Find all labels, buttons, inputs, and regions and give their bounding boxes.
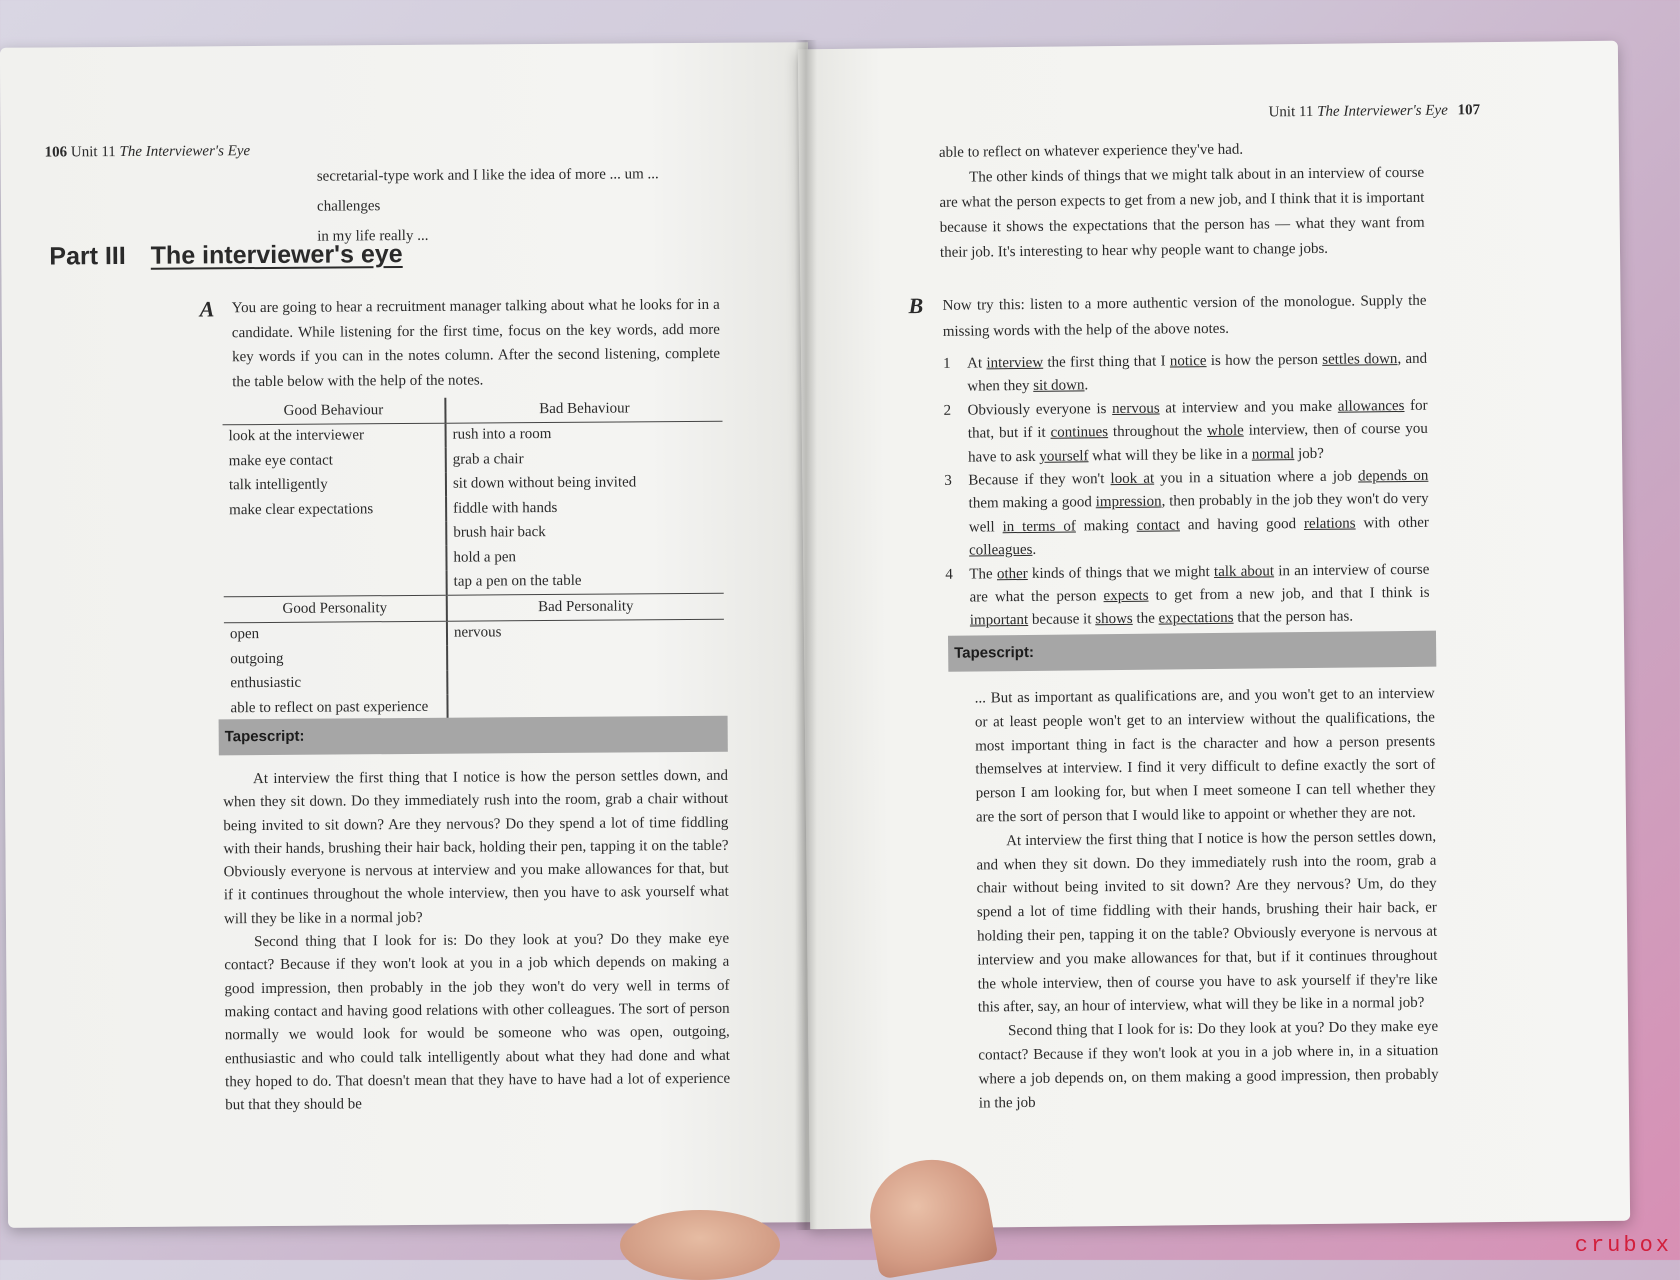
- answer-word: depends on: [1357, 467, 1429, 485]
- table-cell: [223, 546, 446, 572]
- table-header: Bad Behaviour: [445, 396, 722, 423]
- exercise-item: [944, 465, 1429, 564]
- exercise-item: [943, 348, 1427, 400]
- item-text: kinds of things that we might: [1027, 563, 1215, 582]
- item-text: .: [1084, 377, 1089, 394]
- left-page: [0, 42, 816, 1228]
- answer-word: in terms of: [1002, 518, 1076, 536]
- answer-word: talk about: [1213, 563, 1275, 580]
- table-cell: talk intelligently: [228, 476, 328, 494]
- answer-word: other: [996, 565, 1028, 582]
- table-cell: [447, 644, 724, 670]
- unit-title: The Interviewer's Eye: [1317, 102, 1448, 120]
- table-cell: tap a pen on the table: [447, 568, 724, 595]
- tapescript-bar: Tapescript:: [219, 716, 728, 756]
- answer-word: contact: [1136, 517, 1180, 534]
- item-number: 4: [945, 566, 953, 583]
- table-row: [223, 421, 723, 449]
- item-text: and having good: [1179, 515, 1305, 534]
- item-text: to get from a new job, and that I think is: [1148, 584, 1430, 604]
- answer-word: important: [969, 612, 1029, 630]
- answer-word: sit down: [1033, 377, 1085, 395]
- table-row: [223, 470, 723, 498]
- table-cell: make clear expectations: [229, 500, 374, 518]
- tapescript-paragraph: ... But as important as qualifications are, and you won't get to an interview or at least people won't get to an interview without the qualifications, the most important thing in fact is the character and how a person presents themselves at interview. I find it very difficult to define exactly the sort of person I am looking for, but when I meet someone I can tell whether they are the sort of person that I would like to appoint or whether they are not.: [974, 685, 1436, 826]
- table-row: [223, 446, 723, 474]
- item-text: with other: [1355, 514, 1429, 532]
- exercise-b-items: [943, 348, 1430, 634]
- answer-word: normal: [1251, 445, 1295, 463]
- answer-word: expects: [1103, 587, 1149, 605]
- table-header: Good Personality: [224, 595, 447, 622]
- table-row: [223, 495, 723, 523]
- part-title: The interviewer's eye: [150, 240, 403, 270]
- tapescript-text: [975, 683, 1439, 1116]
- page-number: 106: [44, 144, 68, 161]
- section-b-instructions: Now try this: listen to a more authentic version of the monologue. Supply the missing words with the help of the above notes.: [942, 292, 1427, 340]
- item-text: you in a situation where a job: [1154, 468, 1359, 487]
- answer-word: continues: [1050, 424, 1109, 441]
- table-header-row: [222, 396, 722, 424]
- part-heading: [49, 240, 402, 271]
- unit-label: Unit 11: [1268, 103, 1314, 121]
- item-text: them making a good: [968, 494, 1096, 512]
- part-label: Part III: [49, 241, 126, 271]
- table-cell: able to reflect on past experience: [230, 698, 429, 716]
- answer-word: relations: [1303, 515, 1356, 532]
- item-text: .: [1032, 542, 1037, 559]
- behaviour-table: [222, 396, 724, 721]
- table-cell: outgoing: [230, 650, 284, 667]
- item-text: is how the person: [1206, 351, 1323, 370]
- answer-word: expectations: [1158, 610, 1234, 628]
- table-cell: sit down without being invited: [446, 470, 723, 496]
- answer-word: settles down: [1322, 351, 1398, 368]
- finger: [620, 1210, 780, 1280]
- table-cell: make eye contact: [228, 452, 333, 469]
- table-row: [224, 644, 724, 672]
- answer-word: look at: [1110, 470, 1155, 488]
- answer-word: shows: [1095, 611, 1133, 628]
- table-row: [224, 619, 724, 647]
- answer-word: notice: [1169, 353, 1207, 370]
- table-row: [224, 568, 724, 596]
- right-running-head: [1268, 102, 1480, 121]
- item-text: in an interview of course are what the person: [969, 561, 1430, 606]
- item-text: At: [967, 355, 987, 372]
- unit-title: The Interviewer's Eye: [119, 143, 251, 161]
- tapescript-bar: Tapescript:: [948, 631, 1436, 672]
- item-text: job?: [1294, 445, 1324, 462]
- answer-word: colleagues: [969, 542, 1033, 559]
- item-number: 3: [944, 472, 952, 489]
- item-text: at interview and you make: [1159, 398, 1338, 417]
- table-cell: rush into a room: [446, 421, 723, 448]
- answer-word: nervous: [1112, 400, 1160, 417]
- table-cell: [447, 668, 724, 694]
- tapescript-paragraph: Second thing that I look for is: Do they look at you? Do they make eye contact? Because if they won't look at you in a job which depends on making a good impression, then probably in the job they won't do very well in terms of making contact and having good relations with other colleagues. The sort of person normally we would look for would be someone who was open, outgoing, enthusiastic and who could talk intelligently about what they had done and what they hoped to do. That doesn't mean that they have to have had a lot of experience but that they should be: [224, 930, 731, 1114]
- table-cell: nervous: [447, 619, 724, 646]
- exercise-item: [944, 395, 1429, 470]
- answer-word: allowances: [1337, 397, 1405, 415]
- table-row: [223, 519, 723, 547]
- tapescript-text: [223, 765, 730, 1118]
- answer-word: yourself: [1039, 447, 1089, 465]
- tapescript-paragraph: At interview the first thing that I notice is how the person settles down, and when they sit down. Do they immediately rush into the room, grab a chair without being invited to sit down? Are they nervous? Do they spend a lot of time fiddling with their hands, brushing their hair back, holding their pen, tapping it on the table? Obviously everyone is nervous at interview and you make allowances for that, but if it continues throughout the whole interview, then you have to ask yourself what will they be like in a normal job?: [223, 767, 729, 928]
- section-b-letter: B: [908, 293, 924, 319]
- item-text: making: [1075, 517, 1137, 535]
- item-text: The: [969, 565, 997, 583]
- right-page: [798, 41, 1630, 1230]
- item-text: for that, but if it: [967, 397, 1428, 442]
- tapescript-paragraph: At interview the first thing that I notice is how the person settles down, and when they sit down. Do they immediately rush into the room, grab a chair without being invited to sit down? Are they nervous? Um, do they spend a lot of time fiddling with their hands, brushing their hair back, er holding their pen, tapping it on the table? Obviously everyone is nervous at interview and you make allowances for that, but if it continues throughout the whole interview, then of course you have to ask yourself if they're like this after, say, an hour of interview, what will they be like in a normal job?: [976, 828, 1438, 1016]
- watermark: crubox: [1574, 1233, 1672, 1258]
- table-cell: fiddle with hands: [446, 495, 723, 521]
- item-text: Obviously everyone is: [967, 400, 1113, 419]
- answer-word: impression: [1095, 493, 1162, 511]
- page-number: 107: [1457, 102, 1481, 119]
- section-a-instructions: You are going to hear a recruitment manager talking about what he looks for in a candidate. While listening for the first time, focus on the key words, add more key words if you can in the notes column. After the second listening, complete the table below with the help of the notes.: [231, 296, 721, 390]
- left-running-head: [45, 143, 251, 161]
- exercise-item: [945, 558, 1430, 633]
- table-cell: hold a pen: [446, 544, 723, 570]
- carryover-text: able to reflect on whatever experience they've had. The other kinds of things that we might talk about in an interview of course are what the person expects to get from a new job, and I think that it is important because it shows the expectations that the person has — what they want from their job. It's interesting to hear why people want to change jobs.: [938, 141, 1425, 261]
- carryover-text: secretarial-type work and I like the idea of more ... um ... challenges in my life really ...: [316, 166, 659, 245]
- item-text: the: [1132, 611, 1159, 628]
- item-text: because it: [1028, 611, 1096, 629]
- item-text: , then probably in the job they won't do very well: [968, 491, 1429, 536]
- table-row: [224, 668, 724, 696]
- item-text: , and when they: [967, 350, 1428, 395]
- table-cell: enthusiastic: [230, 674, 302, 692]
- answer-word: whole: [1206, 422, 1244, 440]
- item-text: what will they be like in a: [1088, 446, 1252, 464]
- table-cell: look at the interviewer: [228, 427, 365, 445]
- answer-word: interview: [986, 354, 1044, 372]
- table-header: Good Behaviour: [222, 398, 445, 425]
- section-a-letter: A: [199, 296, 215, 322]
- item-text: that the person has.: [1233, 609, 1354, 627]
- table-row: [223, 544, 723, 572]
- item-text: Because if they won't: [968, 471, 1111, 489]
- table-cell: [223, 521, 446, 547]
- table-cell: open: [229, 626, 260, 643]
- table-cell: grab a chair: [446, 446, 723, 472]
- unit-label: Unit 11: [70, 144, 116, 161]
- item-text: the first thing that I: [1043, 353, 1170, 371]
- table-cell: brush hair back: [446, 519, 723, 545]
- book-gutter: [795, 40, 817, 1230]
- item-number: 2: [943, 402, 952, 419]
- table-header-row: [224, 593, 724, 622]
- table-cell: [224, 570, 447, 597]
- table-header: Bad Personality: [447, 593, 724, 620]
- item-text: throughout the: [1107, 423, 1208, 441]
- item-text: interview, then of course you have to ask: [968, 420, 1428, 466]
- tapescript-paragraph: Second thing that I look for is: Do they look at you? Do they make eye contact? Because if they won't look at you in a job where in, in a situation where a job depends on, on them making a good impression, then probably in the job: [978, 1018, 1439, 1112]
- item-number: 1: [943, 355, 951, 372]
